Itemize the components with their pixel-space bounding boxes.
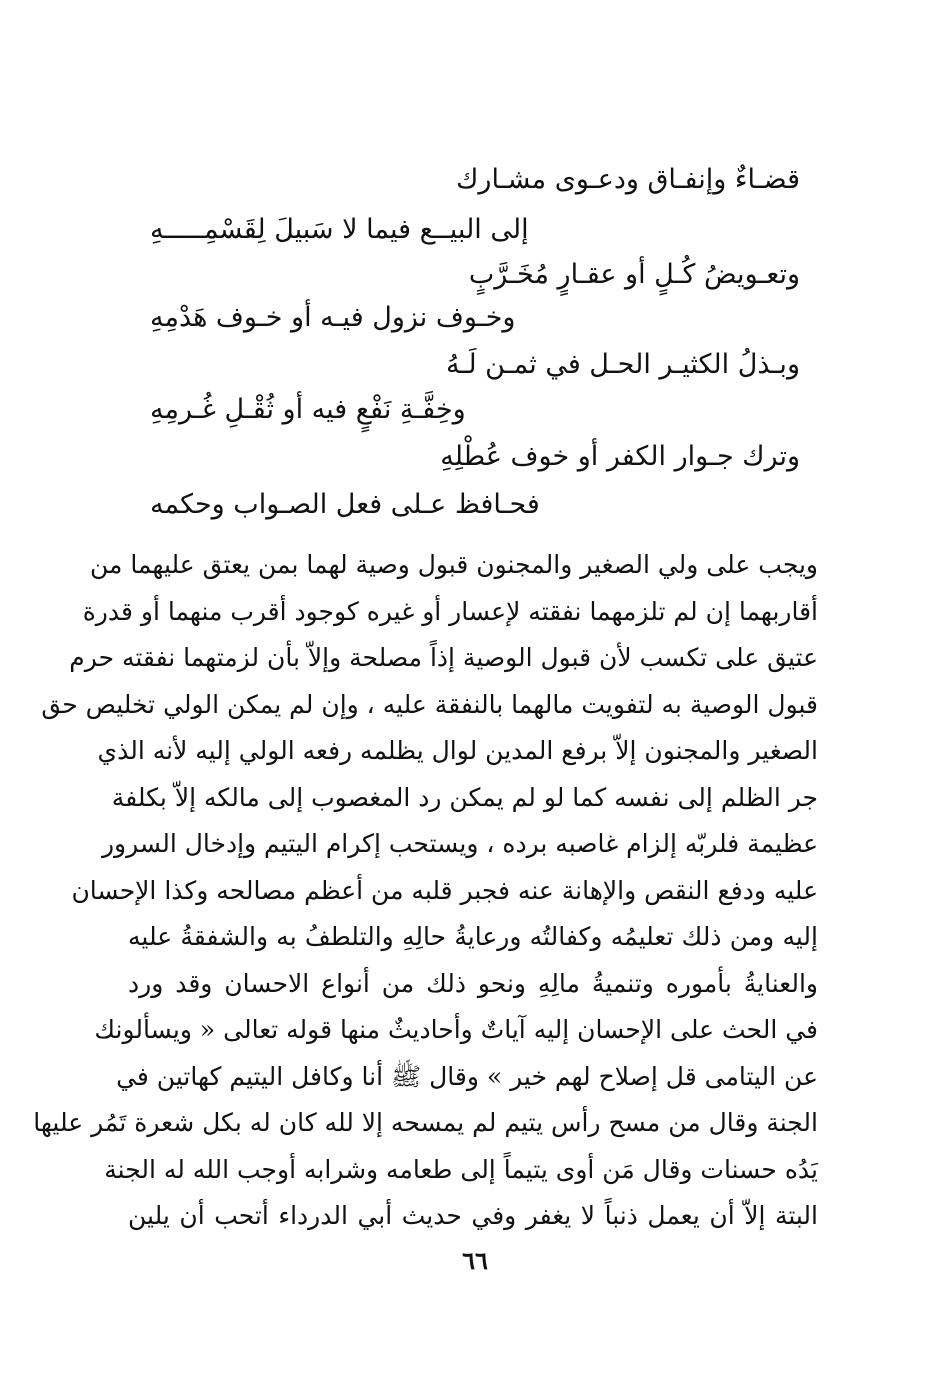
paragraph-line: ويجب على ولي الصغير والمجنون قبول وصية لهما بمن يعتق عليهما من — [89, 550, 818, 579]
paragraph-line: الجنة وقال من مسح رأس يتيم لم يمسحه إلا لله كان له بكل شعرة تَمُر عليها — [33, 1108, 818, 1137]
paragraph-line: قبول الوصية به لتفويت مالهما بالنفقة عليه ، وإن لم يمكن الولي تخليص حق — [41, 689, 818, 719]
paragraph-line: إليه ومن ذلك تعليمُه وكفالتُه ورعايةُ حالِهِ والتلطفُ به والشفقةُ عليه — [128, 922, 818, 951]
paragraph-line: في الحث على الإحسان إليه آياتٌ وأحاديثٌ منها قوله تعالى « ويسألونك — [94, 1015, 818, 1044]
paragraph-line: الصغير والمجنون إلاّ برفع المدين لوال يظلمه رفعه الولي إليه لأنه الذي — [97, 736, 818, 765]
paragraph-line: عن اليتامى قل إصلاح لهم خير » وقال ﷺ أنا وكافل اليتيم كهاتين في — [116, 1061, 818, 1091]
verse-line-3: وتعـويضُ كُـلٍ أو عقـارٍ مُخَـرَّبٍ — [468, 259, 800, 290]
paragraph-line: جر الظلم إلى نفسه كما لو لم يمكن رد المغصوب إلى مالكه إلاّ بكلفة — [111, 782, 818, 812]
paragraph-line: عظيمة فلربّه إلزام غاصبه برده ، ويستحب إكرام اليتيم وإدخال السرور — [101, 829, 818, 858]
paragraph-line: عليه ودفع النقص والإهانة عنه فجبر قلبه من أعظم مصالحه وكذا الإحسان — [71, 875, 818, 905]
verse-line-4: وخـوف نزول فيـه أو خـوف هَدْمِهِ — [150, 302, 516, 333]
paragraph-line: أقاربهما إن لم تلزمهما نفقته لإعسار أو غيره كوجود أقرب منهما أو قدرة — [82, 596, 818, 626]
verse-line-1: قضـاءٌ وإنفـاق ودعـوى مشـارك — [456, 164, 800, 195]
paragraph-line: والعنايةُ بأموره وتنميةُ مالِهِ ونحو ذلك من أنواع الاحسان وقد ورد — [128, 968, 818, 998]
paragraph-line: البتة إلاّ أن يعمل ذنباً لا يغفر وفي حديث أبي الدرداء أتحب أن يلين — [128, 1201, 818, 1230]
verse-line-8: فحـافظ عـلى فعل الصـواب وحكمه — [150, 489, 540, 520]
verse-line-2: إلى البيــع فيما لا سَبيلَ لِقَسْمِـــــهِ — [150, 214, 529, 245]
paragraph-line: عتيق على تكسب لأن قبول الوصية إذاً مصلحة وإلاّ بأن لزمتهما نفقته حرم — [69, 643, 818, 672]
verse-line-7: وترك جـوار الكفر أو خوف عُطْلِهِ — [440, 441, 800, 472]
verse-line-5: وبـذلُ الكثيـر الحـل في ثمـن لَـهُ — [445, 349, 800, 380]
paragraph-line: يَدُه حسنات وقال مَن أوى يتيماً إلى طعامه وشرابه أوجب الله له الجنة — [104, 1154, 818, 1184]
verse-line-6: وخِفَّـةِ نَفْعٍ فيه أو ثُقْـلِ غُـرمِهِ — [150, 394, 466, 425]
page-number: ٦٦ — [462, 1246, 488, 1275]
body-paragraph — [33, 542, 818, 1240]
